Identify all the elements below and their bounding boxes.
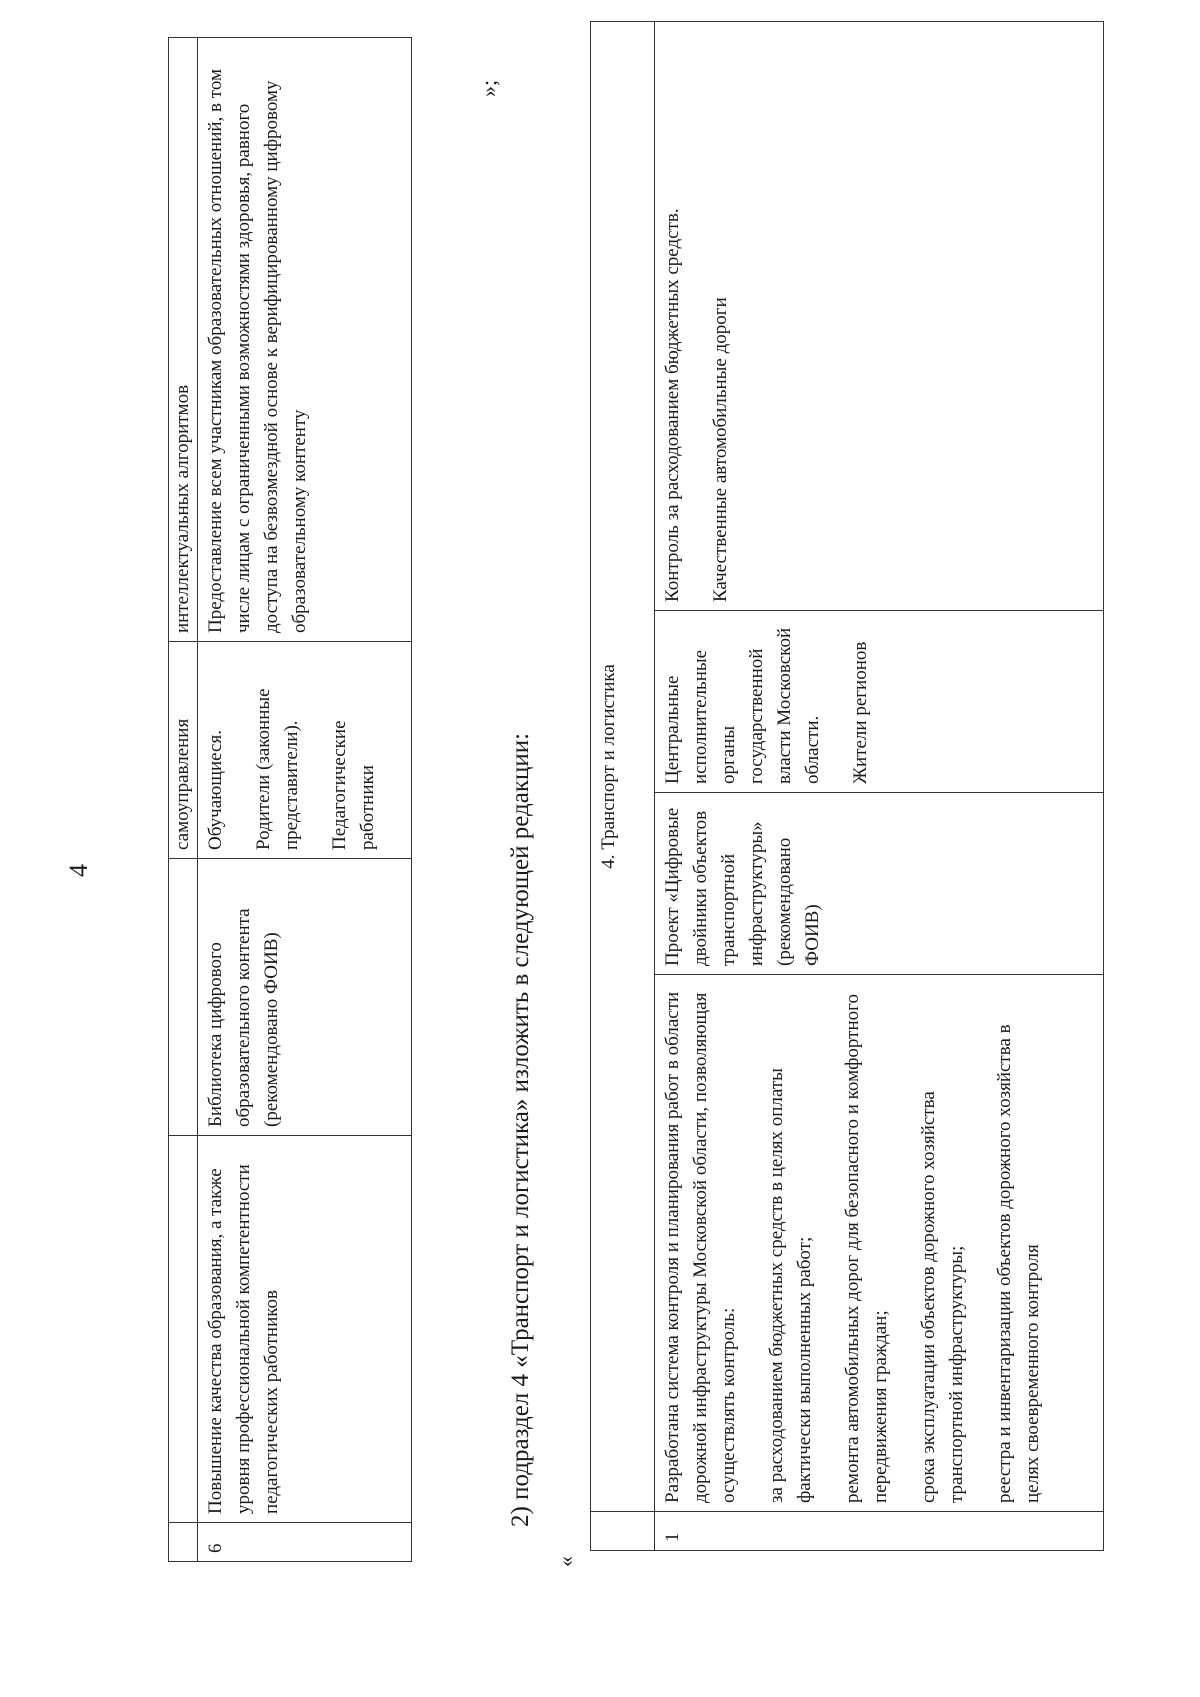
project-cell: Проект «Цифровые двойники объектов транспортной инфраструктуры» (рекомендовано ФОИВ)	[655, 793, 1104, 975]
transport-table	[590, 21, 1104, 1551]
effect-paragraph: Контроль за расходованием бюджетных средств.	[662, 208, 683, 602]
table-cell: интеллектуальных алгоритмов	[169, 38, 198, 642]
closing-quote: »;	[476, 79, 501, 97]
participant: Обучающиеся.	[205, 730, 226, 850]
project-cell: Библиотека цифрового образовательного контента (рекомендовано ФОИВ)	[198, 859, 412, 1136]
table-header-row	[591, 22, 655, 1551]
effect-cell: Предоставление всем участникам образовательных отношений, в том числе лицам с ограниченными возможностями здоровья, равного доступа на безвозмездной основе к верифицированному цифровому образовательному контенту	[198, 38, 412, 642]
participant: Жители регионов	[850, 641, 871, 784]
table-cell	[591, 1512, 655, 1551]
table-cell	[169, 1523, 198, 1562]
goal-paragraph: реестра и инвентаризации объектов дорожного хозяйства в целях своевременного контроля	[994, 1024, 1043, 1503]
section-heading: 4. Транспорт и логистика	[591, 22, 655, 1512]
table-row	[169, 38, 198, 1562]
table-cell	[169, 859, 198, 1136]
goal-paragraph: за расходованием бюджетных средств в целях оплаты фактически выполненных работ;	[766, 1068, 815, 1503]
table-cell	[169, 1136, 198, 1523]
page-number: 4	[64, 864, 93, 877]
goal-paragraph: ремонта автомобильных дорог для безопасного и комфортного передвижения граждан;	[842, 994, 891, 1503]
opening-quote: «	[553, 1556, 578, 1567]
goal-paragraph: Разработана система контроля и планирования работ в области дорожной инфраструктуры Московской области, позволяющая осуществлять контроль:	[662, 991, 739, 1503]
participants-cell	[655, 611, 1104, 793]
row-number: 6	[198, 1523, 412, 1562]
table-row	[198, 38, 412, 1562]
participant: Педагогические работники	[329, 720, 378, 850]
effect-cell	[655, 22, 1104, 611]
table-row	[655, 22, 1104, 1551]
education-table-continued	[168, 37, 412, 1562]
row-number: 1	[655, 1512, 1104, 1551]
table-cell: самоуправления	[169, 642, 198, 859]
participants-cell	[198, 642, 412, 859]
goal-cell: Повышение качества образования, а также уровня профессиональной компетентности педагогических работников	[198, 1136, 412, 1523]
goal-cell	[655, 975, 1104, 1512]
effect-paragraph: Качественные автомобильные дороги	[710, 297, 731, 602]
goal-paragraph: срока эксплуатации объектов дорожного хозяйства транспортной инфраструктуры;	[918, 1091, 967, 1503]
participant: Центральные исполнительные органы государственной власти Московской области.	[662, 627, 823, 784]
participant: Родители (законные представители).	[253, 688, 302, 850]
amendment-sentence: 2) подраздел 4 «Транспорт и логистика» изложить в следующей редакции:	[507, 732, 534, 1527]
